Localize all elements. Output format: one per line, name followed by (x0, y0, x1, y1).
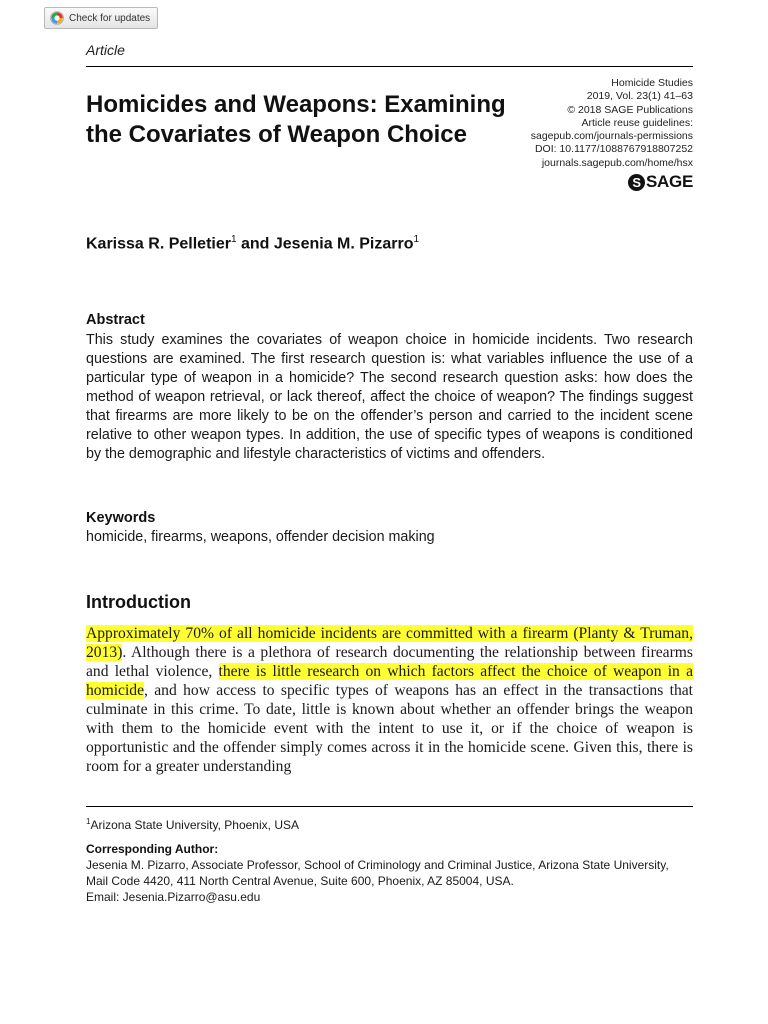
corresponding-author-heading: Corresponding Author: (86, 842, 219, 856)
header-divider (86, 66, 693, 67)
affiliation-marker: 1 (86, 817, 91, 826)
affiliation-footnote (86, 817, 299, 832)
highlighted-text[interactable]: there is little research on which factors affect the choice of weapon in a homicide (86, 663, 693, 699)
highlighted-text[interactable]: Approximately 70% of all homicide incidents are committed with a firearm (Planty & Truman, 2013) (86, 625, 693, 661)
journal-info (531, 77, 693, 170)
reuse-guidelines-label: Article reuse guidelines: (581, 116, 693, 129)
abstract-text: This study examines the covariates of weapon choice in homicide incidents. Two research questions are examined. The first research question is: what variables influence the use of a particular type of weapon in a homicide? The second research question asks: how does the method of weapon retrieval, or lack thereof, affect the choice of weapon? The findings suggest that firearms are more likely to be on the offender’s person and carried to the incident scene relative to other weapon types. In addition, the use of specific types of weapons is conditioned by the demographic and lifestyle characteristics of victims and offenders. (86, 332, 693, 462)
affiliation-text: Arizona State University, Phoenix, USA (90, 818, 299, 832)
keywords-heading: Keywords (86, 510, 156, 526)
crossmark-icon (50, 11, 64, 25)
footnote-divider (86, 806, 693, 807)
copyright-notice: © 2018 SAGE Publications (567, 103, 693, 116)
corresponding-author-address: Jesenia M. Pizarro, Associate Professor, School of Criminology and Criminal Justice, Arizona State University, Mail Code 4420, 411 North Central Avenue, Suite 600, Phoenix, AZ 85004, USA. (86, 858, 669, 888)
permissions-link[interactable]: sagepub.com/journals-permissions (530, 130, 693, 143)
abstract-heading: Abstract (86, 312, 145, 328)
journal-volume: 2019, Vol. 23(1) 41–63 (586, 90, 693, 103)
check-for-updates-label: Check for updates (69, 12, 151, 24)
introduction-heading: Introduction (86, 592, 191, 612)
author-conjunction: and (236, 235, 274, 253)
keywords-text: homicide, firearms, weapons, offender decision making (86, 529, 435, 545)
author-affiliation-marker: 1 (230, 234, 237, 245)
author-affiliation-marker: 1 (413, 234, 420, 245)
doi-link[interactable]: DOI: 10.1177/1088767918807252 (534, 143, 693, 156)
author-name: Karissa R. Pelletier (86, 235, 231, 253)
introduction-paragraph (86, 624, 693, 776)
body-text: , and how access to specific types of weapons has an effect in the transactions that culminate in this crime. To date, little is known about whether an offender brings the weapon with them to the homicide event with the intent to use it, or if the choice of weapon is opportunistic and the offender simply comes across it in the homicide scene. Given this, there is room for a greater understanding (86, 682, 693, 775)
journal-name: Homicide Studies (611, 77, 693, 89)
corresponding-author-email[interactable]: Email: Jesenia.Pizarro@asu.edu (86, 890, 261, 904)
author-name: Jesenia M. Pizarro (273, 235, 414, 253)
journal-homepage-link[interactable]: journals.sagepub.com/home/hsx (541, 156, 693, 169)
author-list (86, 234, 419, 253)
check-for-updates-button[interactable] (44, 7, 158, 29)
corresponding-author-details (86, 857, 693, 905)
body-text: . Although there is a plethora of research documenting the relationship between firearms and lethal violence, (86, 644, 693, 680)
article-title: Homicides and Weapons: Examining the Covariates of Weapon Choice (86, 91, 506, 148)
article-type-label: Article (86, 42, 125, 58)
sage-logo (628, 172, 693, 192)
sage-logo-text: SAGE (646, 172, 693, 191)
sage-logo-icon: S (628, 174, 645, 191)
